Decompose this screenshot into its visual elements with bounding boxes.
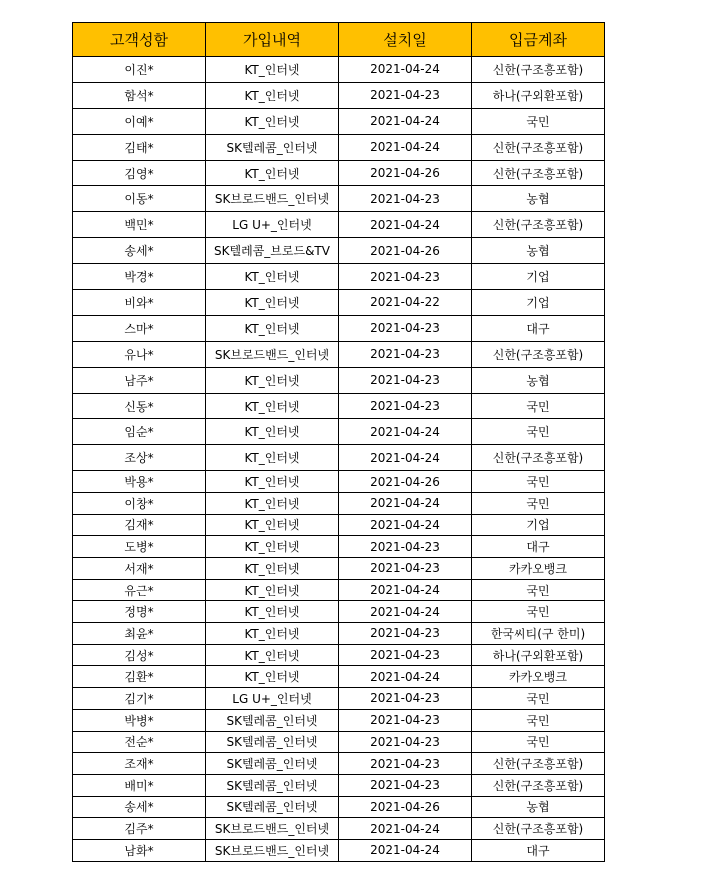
cell-install-date: 2021-04-23 <box>339 367 472 393</box>
cell-deposit-account: 국민 <box>472 393 605 419</box>
cell-subscription: SK텔레콤_인터넷 <box>206 134 339 160</box>
table-body <box>73 57 605 862</box>
cell-subscription: KT_인터넷 <box>206 445 339 471</box>
cell-subscription: KT_인터넷 <box>206 514 339 536</box>
cell-install-date: 2021-04-23 <box>339 709 472 731</box>
cell-install-date: 2021-04-24 <box>339 492 472 514</box>
cell-customer-name: 이진* <box>73 57 206 83</box>
cell-subscription: SK텔레콤_브로드&TV <box>206 238 339 264</box>
table-row <box>73 709 605 731</box>
cell-deposit-account: 카카오뱅크 <box>472 558 605 580</box>
cell-subscription: KT_인터넷 <box>206 108 339 134</box>
header-customer-name: 고객성함 <box>73 23 206 57</box>
cell-install-date: 2021-04-24 <box>339 134 472 160</box>
cell-subscription: KT_인터넷 <box>206 264 339 290</box>
cell-install-date: 2021-04-23 <box>339 341 472 367</box>
cell-deposit-account: 대구 <box>472 536 605 558</box>
table-row <box>73 601 605 623</box>
cell-customer-name: 이창* <box>73 492 206 514</box>
cell-deposit-account: 국민 <box>472 601 605 623</box>
cell-deposit-account: 농협 <box>472 796 605 818</box>
cell-customer-name: 이동* <box>73 186 206 212</box>
cell-deposit-account: 기업 <box>472 264 605 290</box>
cell-customer-name: 송세* <box>73 238 206 264</box>
cell-deposit-account: 농협 <box>472 238 605 264</box>
table-row <box>73 134 605 160</box>
cell-install-date: 2021-04-24 <box>339 601 472 623</box>
table-row <box>73 514 605 536</box>
table-row <box>73 471 605 493</box>
cell-customer-name: 도병* <box>73 536 206 558</box>
cell-customer-name: 남화* <box>73 839 206 861</box>
cell-customer-name: 김태* <box>73 134 206 160</box>
cell-subscription: KT_인터넷 <box>206 601 339 623</box>
cell-install-date: 2021-04-23 <box>339 315 472 341</box>
table-row <box>73 558 605 580</box>
table-row <box>73 774 605 796</box>
cell-customer-name: 조상* <box>73 445 206 471</box>
table-row <box>73 57 605 83</box>
cell-install-date: 2021-04-24 <box>339 108 472 134</box>
header-row <box>73 23 605 57</box>
cell-customer-name: 김영* <box>73 160 206 186</box>
table-row <box>73 445 605 471</box>
cell-deposit-account: 국민 <box>472 108 605 134</box>
cell-customer-name: 조재* <box>73 753 206 775</box>
cell-subscription: SK텔레콤_인터넷 <box>206 731 339 753</box>
cell-customer-name: 김주* <box>73 818 206 840</box>
cell-install-date: 2021-04-22 <box>339 290 472 316</box>
cell-customer-name: 유나* <box>73 341 206 367</box>
cell-subscription: LG U+_인터넷 <box>206 688 339 710</box>
cell-deposit-account: 신한(구조흥포함) <box>472 212 605 238</box>
cell-subscription: KT_인터넷 <box>206 160 339 186</box>
table-row <box>73 341 605 367</box>
cell-deposit-account: 신한(구조흥포함) <box>472 753 605 775</box>
cell-deposit-account: 신한(구조흥포함) <box>472 774 605 796</box>
cell-deposit-account: 신한(구조흥포함) <box>472 818 605 840</box>
cell-install-date: 2021-04-24 <box>339 57 472 83</box>
cell-subscription: KT_인터넷 <box>206 492 339 514</box>
cell-deposit-account: 신한(구조흥포함) <box>472 134 605 160</box>
cell-subscription: KT_인터넷 <box>206 579 339 601</box>
cell-customer-name: 유근* <box>73 579 206 601</box>
cell-customer-name: 박경* <box>73 264 206 290</box>
cell-deposit-account: 국민 <box>472 419 605 445</box>
table-row <box>73 839 605 861</box>
cell-customer-name: 스마* <box>73 315 206 341</box>
customer-table <box>72 22 605 862</box>
cell-customer-name: 신동* <box>73 393 206 419</box>
cell-deposit-account: 신한(구조흥포함) <box>472 341 605 367</box>
cell-deposit-account: 대구 <box>472 839 605 861</box>
table-row <box>73 688 605 710</box>
cell-customer-name: 송세* <box>73 796 206 818</box>
cell-install-date: 2021-04-26 <box>339 796 472 818</box>
cell-subscription: KT_인터넷 <box>206 393 339 419</box>
table-row <box>73 753 605 775</box>
cell-subscription: KT_인터넷 <box>206 367 339 393</box>
cell-install-date: 2021-04-23 <box>339 558 472 580</box>
table-row <box>73 492 605 514</box>
cell-customer-name: 서재* <box>73 558 206 580</box>
table-row <box>73 160 605 186</box>
cell-subscription: KT_인터넷 <box>206 315 339 341</box>
cell-deposit-account: 농협 <box>472 367 605 393</box>
table-row <box>73 264 605 290</box>
cell-subscription: SK텔레콤_인터넷 <box>206 753 339 775</box>
cell-subscription: LG U+_인터넷 <box>206 212 339 238</box>
cell-deposit-account: 국민 <box>472 731 605 753</box>
cell-install-date: 2021-04-24 <box>339 666 472 688</box>
cell-subscription: SK텔레콤_인터넷 <box>206 709 339 731</box>
cell-subscription: KT_인터넷 <box>206 623 339 645</box>
cell-customer-name: 비와* <box>73 290 206 316</box>
cell-customer-name: 최윤* <box>73 623 206 645</box>
cell-deposit-account: 기업 <box>472 514 605 536</box>
table-row <box>73 315 605 341</box>
cell-install-date: 2021-04-24 <box>339 514 472 536</box>
cell-subscription: SK브로드밴드_인터넷 <box>206 839 339 861</box>
table-row <box>73 536 605 558</box>
cell-install-date: 2021-04-23 <box>339 731 472 753</box>
cell-deposit-account: 카카오뱅크 <box>472 666 605 688</box>
cell-deposit-account: 하나(구외환포함) <box>472 644 605 666</box>
cell-install-date: 2021-04-23 <box>339 536 472 558</box>
table-row <box>73 367 605 393</box>
cell-customer-name: 정명* <box>73 601 206 623</box>
cell-install-date: 2021-04-24 <box>339 818 472 840</box>
cell-customer-name: 함석* <box>73 82 206 108</box>
cell-customer-name: 남주* <box>73 367 206 393</box>
table-row <box>73 796 605 818</box>
cell-subscription: KT_인터넷 <box>206 290 339 316</box>
cell-install-date: 2021-04-26 <box>339 238 472 264</box>
cell-install-date: 2021-04-23 <box>339 688 472 710</box>
cell-customer-name: 박용* <box>73 471 206 493</box>
cell-customer-name: 백민* <box>73 212 206 238</box>
cell-customer-name: 김환* <box>73 666 206 688</box>
cell-install-date: 2021-04-24 <box>339 445 472 471</box>
cell-subscription: KT_인터넷 <box>206 536 339 558</box>
cell-install-date: 2021-04-23 <box>339 186 472 212</box>
cell-install-date: 2021-04-23 <box>339 623 472 645</box>
table-row <box>73 290 605 316</box>
cell-subscription: KT_인터넷 <box>206 419 339 445</box>
table-row <box>73 666 605 688</box>
cell-subscription: KT_인터넷 <box>206 471 339 493</box>
cell-install-date: 2021-04-24 <box>339 839 472 861</box>
cell-install-date: 2021-04-26 <box>339 160 472 186</box>
cell-install-date: 2021-04-23 <box>339 753 472 775</box>
cell-subscription: KT_인터넷 <box>206 644 339 666</box>
table-row <box>73 818 605 840</box>
header-install-date: 설치일 <box>339 23 472 57</box>
table-row <box>73 212 605 238</box>
cell-deposit-account: 농협 <box>472 186 605 212</box>
cell-subscription: SK브로드밴드_인터넷 <box>206 186 339 212</box>
cell-install-date: 2021-04-23 <box>339 393 472 419</box>
cell-deposit-account: 국민 <box>472 688 605 710</box>
cell-install-date: 2021-04-24 <box>339 579 472 601</box>
cell-subscription: SK브로드밴드_인터넷 <box>206 818 339 840</box>
table-row <box>73 644 605 666</box>
cell-subscription: SK텔레콤_인터넷 <box>206 796 339 818</box>
cell-deposit-account: 국민 <box>472 709 605 731</box>
cell-customer-name: 이예* <box>73 108 206 134</box>
table-row <box>73 419 605 445</box>
cell-customer-name: 김재* <box>73 514 206 536</box>
cell-subscription: KT_인터넷 <box>206 558 339 580</box>
cell-deposit-account: 신한(구조흥포함) <box>472 57 605 83</box>
header-deposit-account: 입금계좌 <box>472 23 605 57</box>
table-row <box>73 82 605 108</box>
cell-deposit-account: 신한(구조흥포함) <box>472 445 605 471</box>
table-row <box>73 238 605 264</box>
cell-customer-name: 임순* <box>73 419 206 445</box>
cell-install-date: 2021-04-23 <box>339 264 472 290</box>
cell-deposit-account: 한국씨티(구 한미) <box>472 623 605 645</box>
cell-subscription: KT_인터넷 <box>206 666 339 688</box>
table-row <box>73 731 605 753</box>
cell-deposit-account: 국민 <box>472 579 605 601</box>
cell-deposit-account: 하나(구외환포함) <box>472 82 605 108</box>
cell-install-date: 2021-04-23 <box>339 82 472 108</box>
cell-install-date: 2021-04-24 <box>339 212 472 238</box>
cell-deposit-account: 국민 <box>472 492 605 514</box>
cell-subscription: KT_인터넷 <box>206 57 339 83</box>
cell-customer-name: 배미* <box>73 774 206 796</box>
cell-deposit-account: 대구 <box>472 315 605 341</box>
cell-install-date: 2021-04-26 <box>339 471 472 493</box>
cell-install-date: 2021-04-23 <box>339 644 472 666</box>
table-row <box>73 186 605 212</box>
header-subscription: 가입내역 <box>206 23 339 57</box>
cell-deposit-account: 기업 <box>472 290 605 316</box>
cell-customer-name: 박병* <box>73 709 206 731</box>
cell-deposit-account: 신한(구조흥포함) <box>472 160 605 186</box>
cell-install-date: 2021-04-23 <box>339 774 472 796</box>
cell-customer-name: 전순* <box>73 731 206 753</box>
cell-subscription: KT_인터넷 <box>206 82 339 108</box>
cell-deposit-account: 국민 <box>472 471 605 493</box>
table-row <box>73 393 605 419</box>
cell-subscription: SK텔레콤_인터넷 <box>206 774 339 796</box>
cell-install-date: 2021-04-24 <box>339 419 472 445</box>
cell-customer-name: 김기* <box>73 688 206 710</box>
cell-subscription: SK브로드밴드_인터넷 <box>206 341 339 367</box>
table-row <box>73 579 605 601</box>
table-row <box>73 623 605 645</box>
table-row <box>73 108 605 134</box>
cell-customer-name: 김성* <box>73 644 206 666</box>
